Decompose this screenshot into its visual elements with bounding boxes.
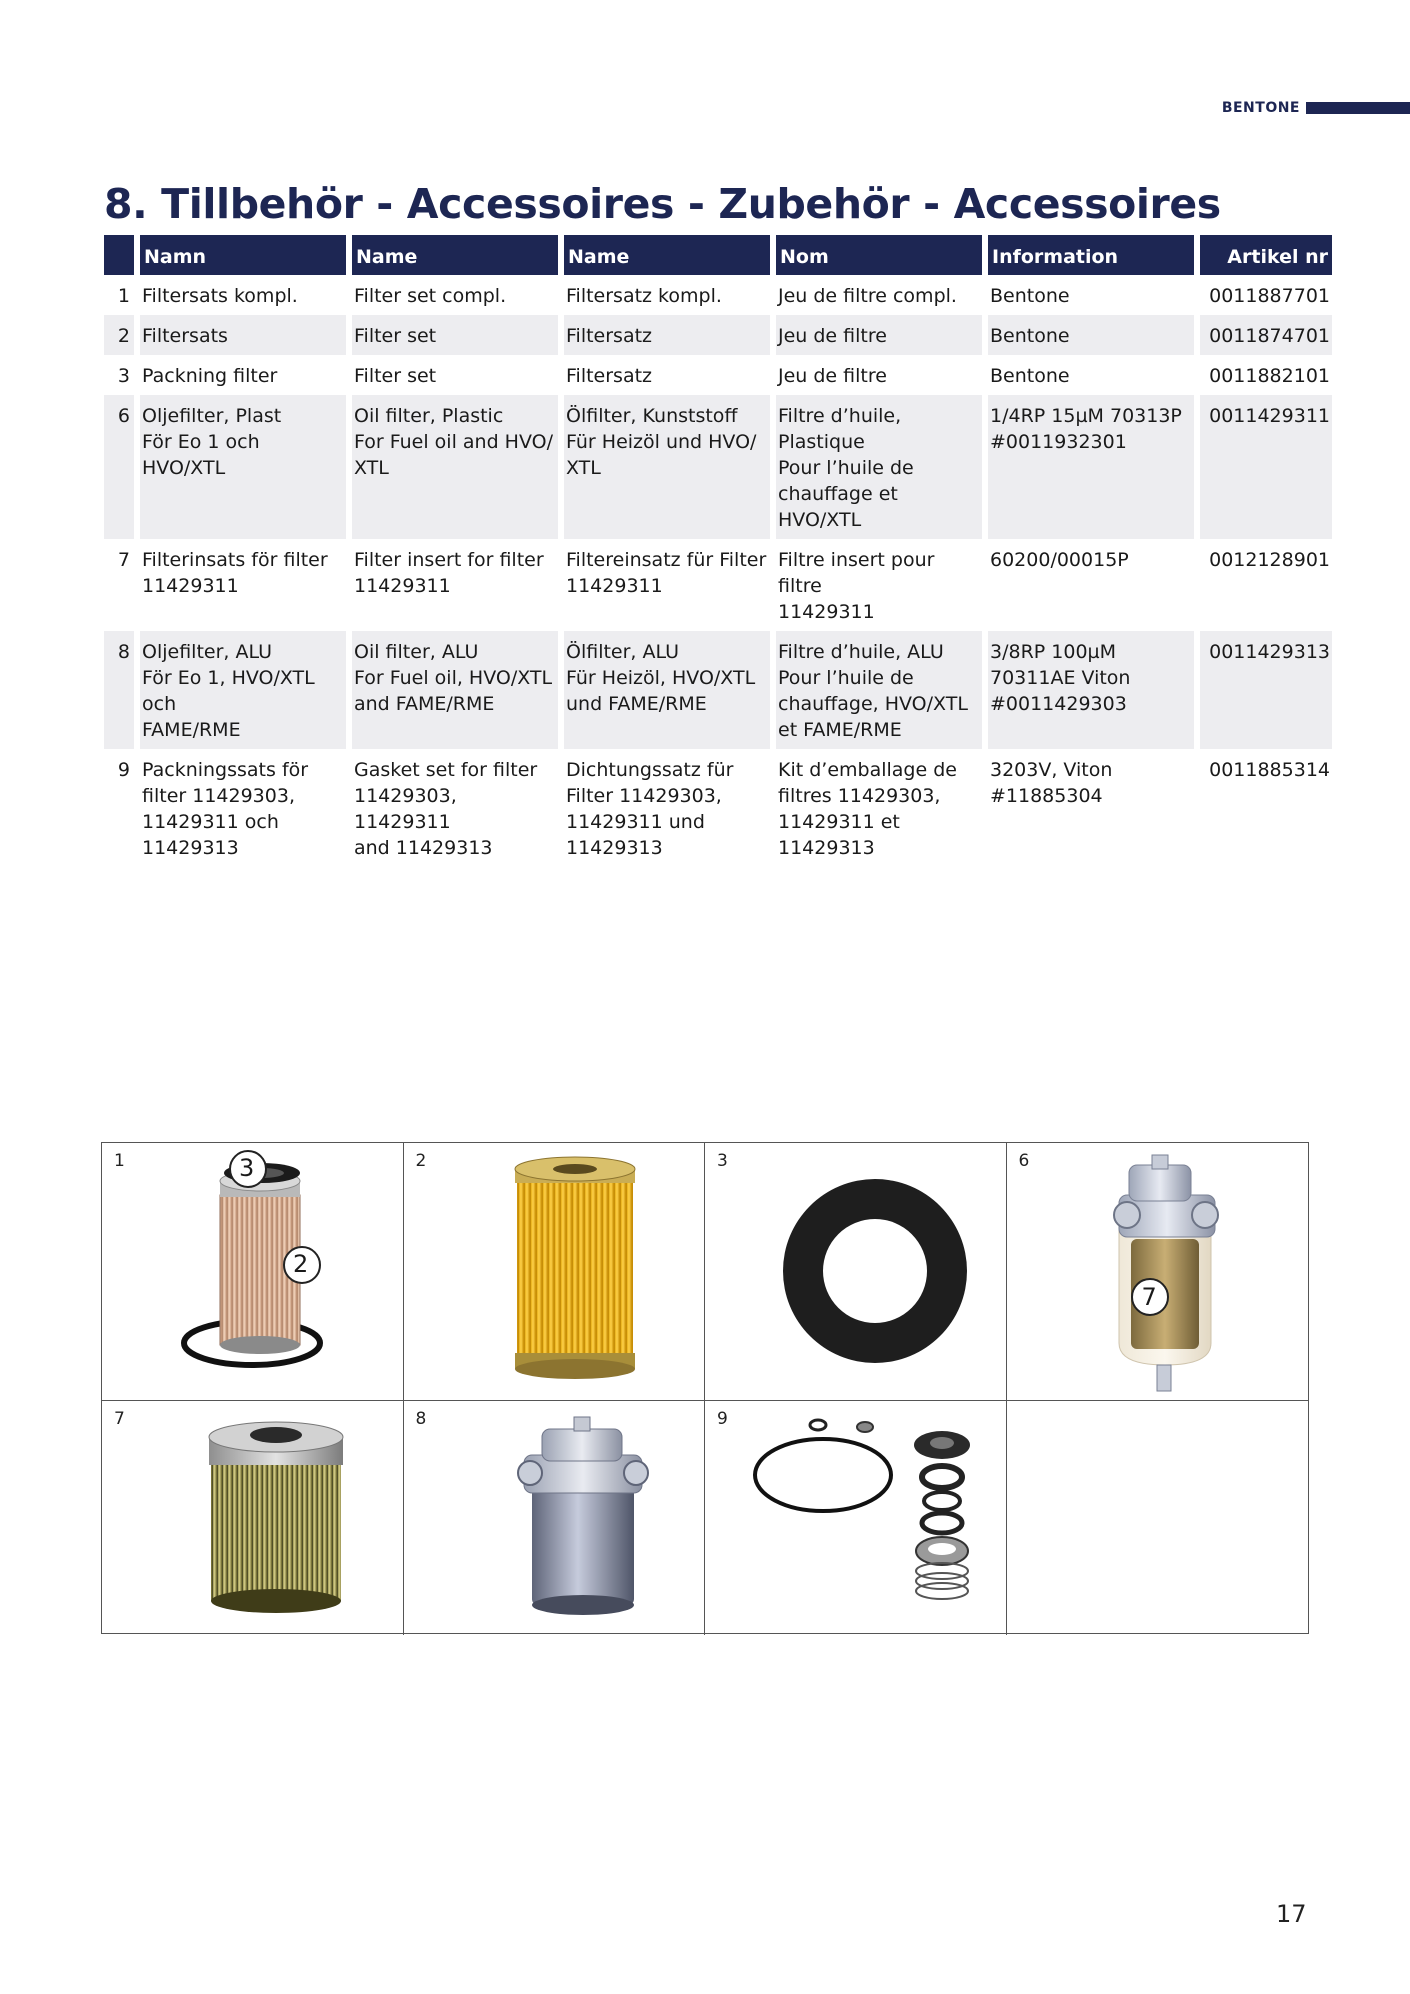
alu-oil-filter-illustration	[404, 1401, 704, 1635]
item-number: 9	[117, 759, 130, 781]
column-header: Name	[352, 235, 558, 275]
name-english: Filter set	[354, 365, 437, 387]
article-number: 0011885314	[1209, 759, 1330, 781]
figure-cell-7	[102, 1401, 404, 1635]
figure-label: 8	[415, 1409, 427, 1429]
name-german: Ölfilter, ALU Für Heizöl, HVO/XTL und FAME/RME	[564, 631, 770, 749]
figure-cell-1	[102, 1143, 404, 1401]
table-row	[104, 539, 1332, 631]
item-number: 6	[104, 395, 134, 539]
product-figure-grid	[101, 1142, 1309, 1634]
table-header-row	[104, 235, 1332, 275]
article-number: 0011429313	[1200, 631, 1332, 749]
information: 1/4RP 15µM 70313P #0011932301	[988, 395, 1194, 539]
name-german: Filtersatz	[566, 365, 653, 387]
gasket-illustration	[705, 1143, 1005, 1401]
name-french: Filtre d’huile, Plastique Pour l’huile de chauffage et HVO/XTL	[776, 395, 982, 539]
figure-cell-empty	[1007, 1401, 1309, 1635]
item-number: 2	[104, 315, 134, 355]
figure-label: 7	[114, 1409, 125, 1429]
name-english: Filter set	[352, 315, 558, 355]
article-number: 0011429311	[1200, 395, 1332, 539]
item-number: 3	[117, 365, 130, 387]
information: 3/8RP 100µM 70311AE Viton #0011429303	[988, 631, 1194, 749]
name-swedish: Filtersats kompl.	[142, 285, 298, 307]
column-header	[104, 235, 134, 275]
name-french: Jeu de filtre	[776, 315, 982, 355]
page-number: 17	[1276, 1900, 1307, 1928]
article-number: 0012128901	[1209, 549, 1330, 571]
name-french: Kit d’emballage de filtres 11429303, 11429311 et 11429313	[778, 759, 957, 859]
name-swedish: Oljefilter, Plast För Eo 1 och HVO/XTL	[140, 395, 346, 539]
brand-bar	[1306, 102, 1410, 114]
figure-label: 9	[717, 1409, 728, 1429]
information: 60200/00015P	[990, 549, 1129, 571]
column-header: Nom	[776, 235, 982, 275]
figure-label: 1	[114, 1151, 125, 1171]
plastic-oil-filter-illustration	[1007, 1143, 1307, 1401]
table-row	[104, 631, 1332, 749]
figure-cell-6	[1007, 1143, 1309, 1401]
column-header: Artikel nr	[1200, 235, 1332, 275]
figure-cell-2	[404, 1143, 706, 1401]
table-row	[104, 749, 1332, 867]
brand-name: BENTONE	[1221, 100, 1300, 116]
table-row	[104, 395, 1332, 539]
information: Bentone	[990, 365, 1070, 387]
page-title: 8. Tillbehör - Accessoires - Zubehör - Accessoires	[104, 180, 1221, 228]
name-german: Filtersatz kompl.	[566, 285, 722, 307]
figure-label: 2	[415, 1151, 427, 1171]
name-french: Jeu de filtre compl.	[778, 285, 957, 307]
name-french: Jeu de filtre	[778, 365, 887, 387]
name-english: Gasket set for filter 11429303, 11429311 and 11429313	[354, 759, 538, 859]
name-german: Filtereinsatz für Filter 11429311	[566, 549, 767, 597]
name-english: Filter set compl.	[354, 285, 507, 307]
column-header: Name	[564, 235, 770, 275]
table-row	[104, 355, 1332, 395]
name-swedish: Packningssats för filter 11429303, 11429311 och 11429313	[142, 759, 309, 859]
callout-number: 3	[239, 1154, 255, 1182]
column-header: Information	[988, 235, 1194, 275]
name-french: Filtre d’huile, ALU Pour l’huile de chauffage, HVO/XTL et FAME/RME	[776, 631, 982, 749]
article-number: 0011887701	[1209, 285, 1330, 307]
item-number: 8	[104, 631, 134, 749]
information: Bentone	[990, 285, 1070, 307]
table-row	[104, 315, 1332, 355]
figure-label: 3	[717, 1151, 728, 1171]
name-english: Oil filter, ALU For Fuel oil, HVO/XTL and FAME/RME	[352, 631, 558, 749]
name-english: Filter insert for filter 11429311	[354, 549, 544, 597]
name-swedish: Oljefilter, ALU För Eo 1, HVO/XTL och FAME/RME	[140, 631, 346, 749]
name-german: Filtersatz	[564, 315, 770, 355]
figure-cell-3	[705, 1143, 1007, 1401]
brand-header	[1222, 100, 1410, 116]
information: 3203V, Viton #11885304	[990, 759, 1113, 807]
figure-cell-8	[404, 1401, 706, 1635]
name-swedish: Filterinsats för filter 11429311	[142, 549, 328, 597]
name-german: Dichtungssatz für Filter 11429303, 11429311 und 11429313	[566, 759, 734, 859]
callout-number: 7	[1141, 1283, 1157, 1311]
name-english: Oil filter, Plastic For Fuel oil and HVO/ XTL	[352, 395, 558, 539]
article-number: 0011874701	[1200, 315, 1332, 355]
column-header: Namn	[140, 235, 346, 275]
item-number: 7	[117, 549, 130, 571]
table-row	[104, 275, 1332, 315]
name-swedish: Packning filter	[142, 365, 278, 387]
accessories-table	[98, 235, 1338, 867]
filter-insert-7-illustration	[102, 1401, 402, 1635]
gasket-kit-illustration	[705, 1401, 1005, 1635]
article-number: 0011882101	[1209, 365, 1330, 387]
figure-cell-9	[705, 1401, 1007, 1635]
information: Bentone	[988, 315, 1194, 355]
name-french: Filtre insert pour filtre 11429311	[778, 549, 935, 623]
name-german: Ölfilter, Kunststoff Für Heizöl und HVO/ XTL	[564, 395, 770, 539]
item-number: 1	[117, 285, 130, 307]
name-swedish: Filtersats	[140, 315, 346, 355]
figure-label: 6	[1018, 1151, 1030, 1171]
callout-number: 2	[293, 1250, 309, 1278]
filter-insert-illustration	[404, 1143, 704, 1401]
